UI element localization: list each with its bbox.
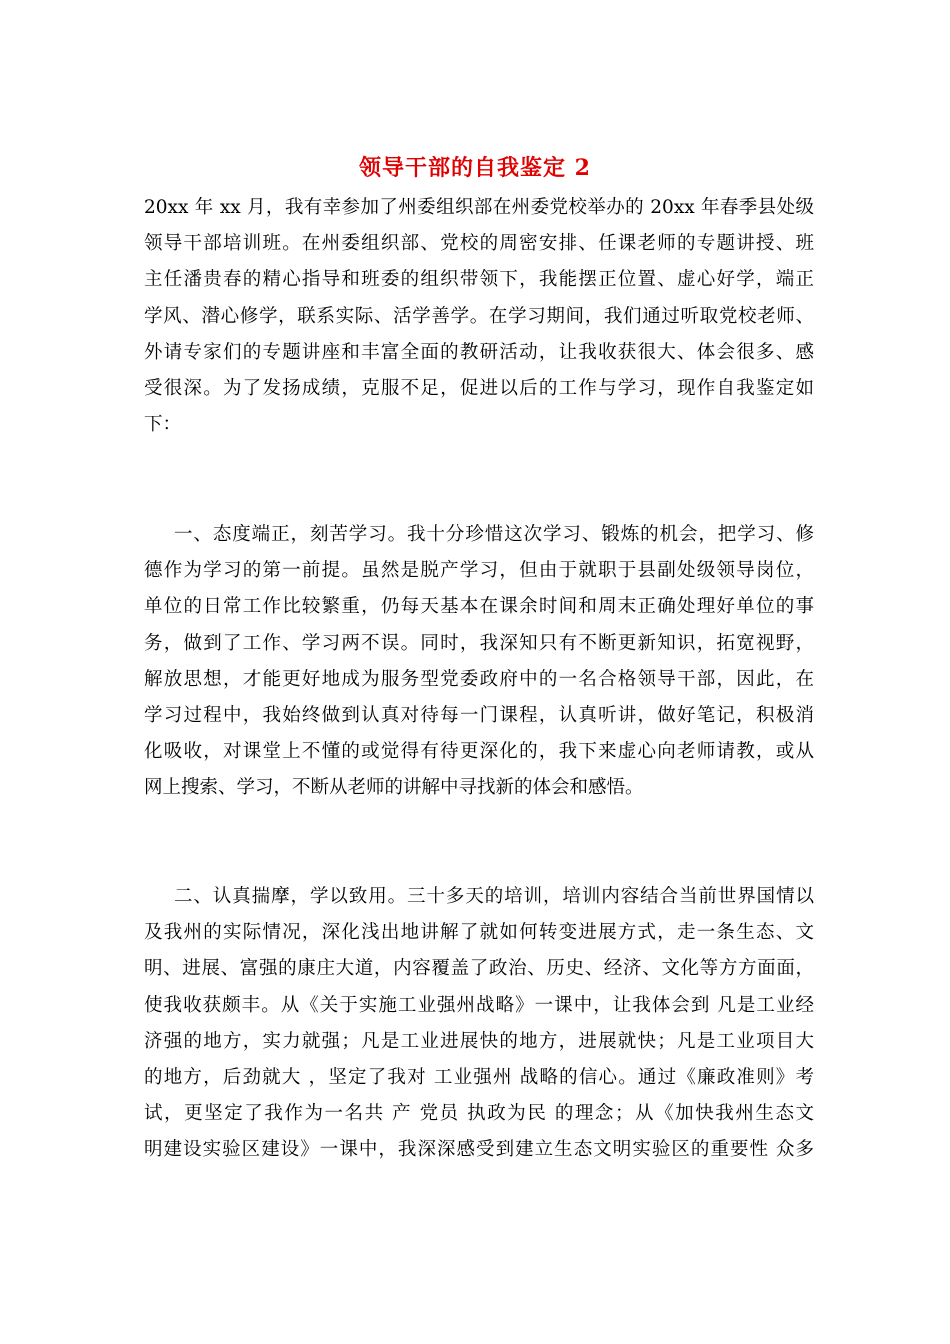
paragraph-section-one xyxy=(144,517,814,807)
text-line: 二、认真揣摩，学以致用。三十多天的培训，培训内容结合当前世界国情以 xyxy=(174,886,814,907)
paragraph-section-two xyxy=(144,879,814,1169)
text-line: 明建设实验区建设》一课中，我深深感受到建立生态文明实验区的重要性 众多 xyxy=(144,1139,814,1161)
text-line: 德作为学习的第一前提。虽然是脱产学习，但由于就职于县副处级领导岗位， xyxy=(144,560,814,582)
text-line: 学风、潜心修学，联系实际、活学善学。在学习期间，我们通过听取党校老师、 xyxy=(144,305,814,327)
paragraph-intro xyxy=(144,190,814,443)
text-line: 20xx 年 xx 月，我有幸参加了州委组织部在州委党校举办的 20xx 年春季县处级 xyxy=(144,197,814,218)
text-line: 使我收获颇丰。从《关于实施工业强州战略》一课中，让我体会到 凡是工业经 xyxy=(144,994,814,1016)
text-line: 受很深。为了发扬成绩，克服不足，促进以后的工作与学习，现作自我鉴定如 xyxy=(144,377,814,399)
text-line: 明、进展、富强的康庄大道，内容覆盖了政治、历史、经济、文化等方方面面， xyxy=(144,958,814,980)
text-line: 下： xyxy=(144,414,182,436)
text-line: 试，更坚定了我作为一名共 产 党员 执政为民 的理念；从《加快我州生态文 xyxy=(144,1103,814,1125)
text-line: 领导干部培训班。在州委组织部、党校的周密安排、任课老师的专题讲授、班 xyxy=(144,233,814,255)
text-line: 一、态度端正，刻苦学习。我十分珍惜这次学习、锻炼的机会，把学习、修 xyxy=(174,524,814,545)
document-title: 领导干部的自我鉴定 2 xyxy=(359,155,591,181)
text-line: 主任潘贵春的精心指导和班委的组织带领下，我能摆正位置、虚心好学，端正 xyxy=(144,269,814,291)
text-line: 外请专家们的专题讲座和丰富全面的教研活动，让我收获很大、体会很多、感 xyxy=(144,341,814,363)
text-line: 济强的地方，实力就强；凡是工业进展快的地方，进展就快；凡是工业项目大 xyxy=(144,1030,814,1052)
text-line: 学习过程中，我始终做到认真对待每一门课程，认真听讲，做好笔记，积极消 xyxy=(144,704,814,726)
text-line: 网上搜索、学习，不断从老师的讲解中寻找新的体会和感悟。 xyxy=(144,777,644,799)
text-line: 及我州的实际情况，深化浅出地讲解了就如何转变进展方式，走一条生态、文 xyxy=(144,922,814,944)
text-line: 化吸收，对课堂上不懂的或觉得有待更深化的，我下来虚心向老师请教，或从 xyxy=(144,741,814,763)
text-line: 解放思想，才能更好地成为服务型党委政府中的一名合格领导干部，因此，在 xyxy=(144,668,814,690)
text-line: 的地方，后劲就大 ，坚定了我对 工业强州 战略的信心。通过《廉政准则》考 xyxy=(144,1066,814,1088)
text-line: 务，做到了工作、学习两不误。同时，我深知只有不断更新知识，拓宽视野， xyxy=(144,632,814,654)
text-line: 单位的日常工作比较繁重，仍每天基本在课余时间和周末正确处理好单位的事 xyxy=(144,596,814,618)
